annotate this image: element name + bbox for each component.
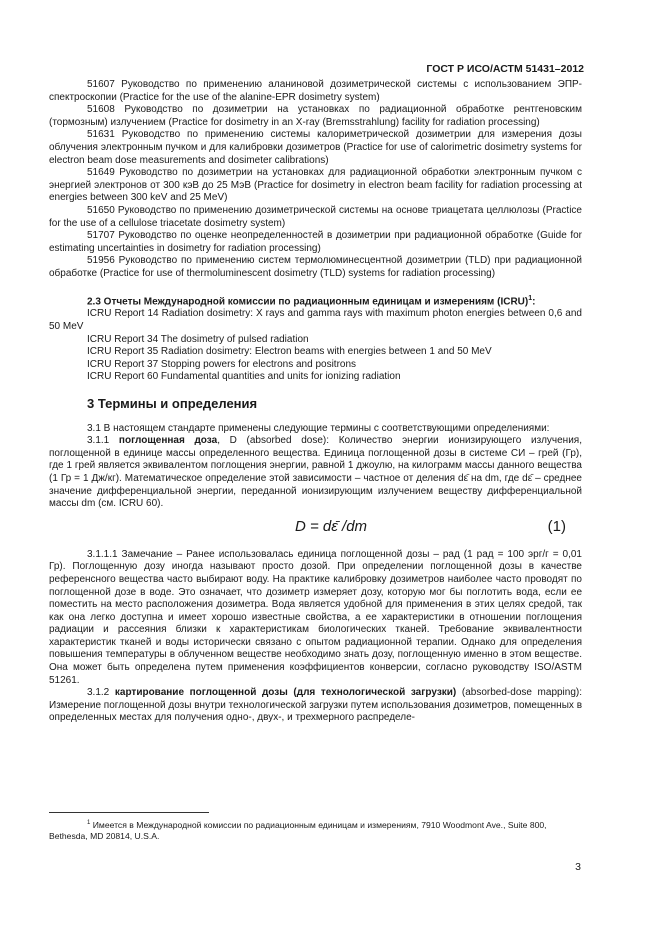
footnote-mark: 1 xyxy=(87,820,91,826)
term-definition: , D (absorbed dose): Количество энергии ионизирующего излучения, поглощенной в единице массы определенного вещества. Единица поглощенной дозы в системе СИ – грей (Гр), где 1 грей является эквивалентом поглощения энергии, равной 1 джоулю, на килограмм массы данного вещества (1 Гр = 1 Дж/кг). Математическое определение этой зависимости – частное от деления dε̄ на dm, где dε̄ – среднее значение дифференциальной энергии, переданной ионизирующим излучением веществу дифференциальной массы dm (см. ICRU 60). xyxy=(49,435,582,510)
icru-report-34: ICRU Report 34 The dosimetry of pulsed radiation xyxy=(87,333,309,345)
icru-heading-text: 2.3 Отчеты Международной комиссии по радиационным единицам и измерениям (ICRU) xyxy=(87,295,529,307)
formula-expression: D = dε̄ /dm xyxy=(295,517,368,535)
term-definition: (absorbed-dose mapping): Измерение поглощенной дозы внутри технологической загрузки путем использования дозиметров, помещенных в определенных местах для получения одно-, двух-, и трехмерного распределе- xyxy=(49,687,583,724)
astm-ref-51608: 51608 Руководство по дозиметрии на установках по радиационной обработке рентгеновским (тормозным) излучением (Practice for dosimetry in an X-ray (Bremsstrahlung) facility for radiation processing) xyxy=(49,104,582,128)
term-number: 3.1.2 xyxy=(87,687,110,699)
icru-report-37: ICRU Report 37 Stopping powers for electrons and positrons xyxy=(87,358,357,370)
astm-ref-51650: 51650 Руководство по применению дозиметрической системы на основе триацетата целлюлозы (Practice for the use of a cellulose triacetate dosimetry system) xyxy=(49,204,582,229)
icru-section-heading xyxy=(49,293,582,309)
page-body xyxy=(49,79,582,725)
term-number: 3.1.1 xyxy=(87,435,110,447)
formula-1 xyxy=(49,517,582,543)
icru-heading-colon: : xyxy=(532,295,536,307)
term-title: поглощенная доза xyxy=(118,435,218,447)
footnote xyxy=(49,818,582,842)
terms-section-heading: 3 Термины и определения xyxy=(87,395,258,411)
term-title: картирование поглощенной дозы (для технологической загрузки) xyxy=(114,687,457,699)
document-header: ГОСТ Р ИСО/АСТМ 51431–2012 xyxy=(426,63,584,75)
icru-report-60: ICRU Report 60 Fundamental quantities and units for ionizing radiation xyxy=(87,371,401,383)
term-absorbed-dose xyxy=(49,435,582,511)
note-3111: 3.1.1.1 Замечание – Ранее использовалась единица поглощенной дозы – рад (1 рад = 100 эрг/г = 0,01 Гр). Поглощенную дозу иногда называют просто дозой. При определении поглощенной дозы в качестве референсного вещества часто выбирают воду. На практике калибровку дозиметров наиболее часто проводят по поглощенной дозе в воде. Это означает, что дозиметр измеряет дозу, которую мог бы поглотить вода, если ее поместить на место расположения дозиметра. Вода является удобной для применения в этих целях средой, так как она легко доступна и имеет хорошо известные свойства, а ее характеристики в отношении поглощения радиации и рассеяния близки к характеристикам биологических тканей. Требование эквивалентности характеристик тканей и воды исторически связано с опытом радиационной терапии. Однако для определения повышения температуры в облученном веществе необходимо знать дозу, поглощенную именно в этом веществе. Она может быть определена путем применения коэффициентов конверсии, согласно руководству ISO/ASTM 51261. xyxy=(49,548,582,686)
formula-number: (1) xyxy=(547,517,566,535)
terms-intro: 3.1 В настоящем стандарте применены следующие термины с соответствующими определениями: xyxy=(87,422,550,434)
astm-ref-51631: 51631 Руководство по применению системы калориметрической дозиметрии для измерения дозы облучения электронным пучком и для калибровки дозиметров (Practice for use of calorimetric dosimetry systems for electron beam dose measurements and dosimeter calibrations) xyxy=(49,129,582,166)
footnote-text: Имеется в Международной комиссии по радиационным единицам и измерениям, 7910 Woodmont Ave., Suite 800, Bethesda, MD 20814, U.S.A. xyxy=(49,819,547,841)
page-number: 3 xyxy=(575,861,581,873)
footnote-ref-mark: 1 xyxy=(528,294,533,302)
astm-ref-51607: 51607 Руководство по применению аланиновой дозиметрической системы с использованием ЭПР-спектроскопии (Practice for the use of the alanine-EPR dosimetry system) xyxy=(49,79,582,103)
icru-report-35: ICRU Report 35 Radiation dosimetry: Electron beams with energies between 1 and 50 MeV xyxy=(87,346,492,358)
astm-ref-51956: 51956 Руководство по применению систем термолюминесцентной дозиметрии (TLD) при радиационной обработке (Practice for use of thermoluminescent dosimetry (TLD) systems for radiation processing) xyxy=(49,255,582,279)
astm-ref-51707: 51707 Руководство по оценке неопределенностей в дозиметрии при радиационной обработке (Guide for estimating uncertainties in dosimetry for radiation processing) xyxy=(49,230,582,254)
astm-ref-51649: 51649 Руководство по дозиметрии на установках для радиационной обработки электронным пучком с энергией электронов от 300 кэВ до 25 МэВ (Practice for dosimetry in electron beam facility for radiation processing at energies between 300 keV and 25 MeV) xyxy=(49,167,582,204)
footnote-divider xyxy=(49,812,209,813)
icru-report-14: ICRU Report 14 Radiation dosimetry: X rays and gamma rays with maximum photon energies between 0,6 and 50 MeV xyxy=(49,308,582,333)
term-dose-mapping xyxy=(49,687,582,725)
